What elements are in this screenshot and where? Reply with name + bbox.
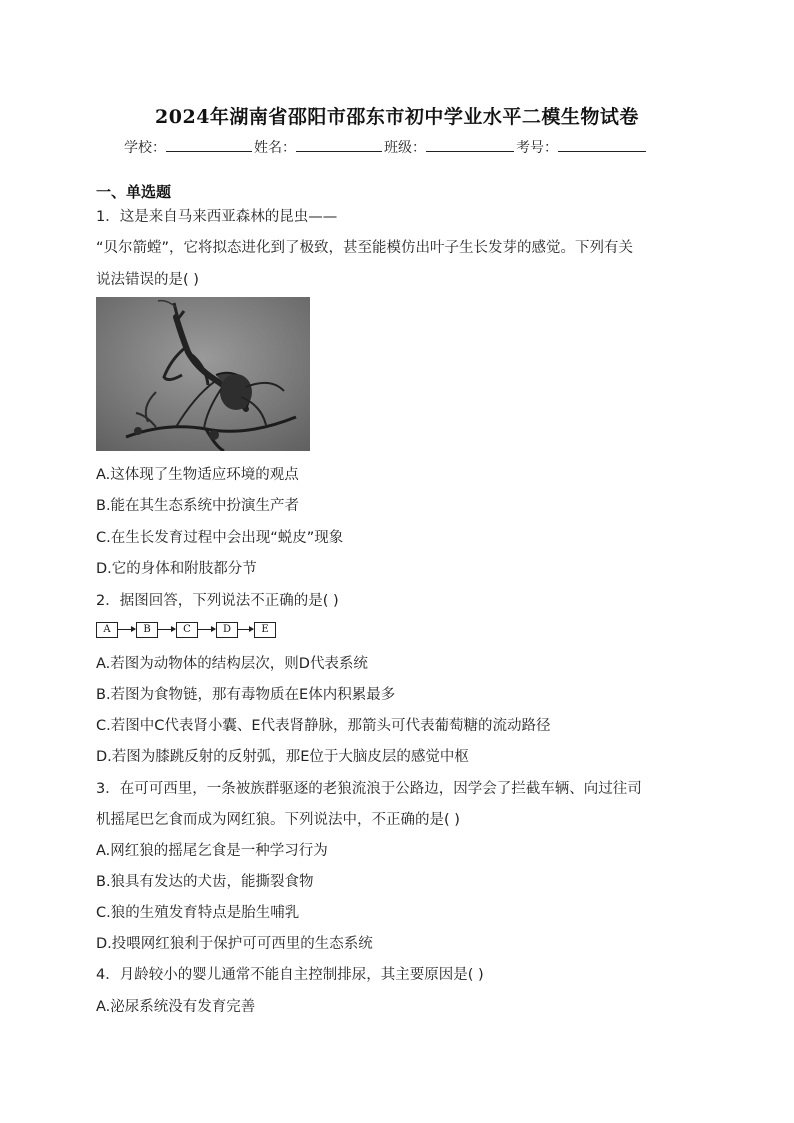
- question-2-option-c: C.若图中C代表肾小囊、E代表肾静脉，那箭头可代表葡萄糖的流动路径: [96, 718, 551, 734]
- section-heading: 一、单选题: [96, 183, 172, 201]
- exam-title: 2024年湖南省邵阳市邵东市初中学业水平二模生物试卷: [155, 106, 639, 128]
- question-2-option-a: A.若图为动物体的结构层次，则D代表系统: [96, 656, 368, 672]
- number-label: 考号：: [516, 140, 558, 156]
- question-4-stem: 4．月龄较小的婴儿通常不能自主控制排尿，其主要原因是( ): [96, 967, 484, 983]
- question-1-option-d: D.它的身体和附肢都分节: [96, 561, 257, 577]
- question-1-stem-line-2: “贝尔箭螳”，它将拟态进化到了极致，甚至能模仿出叶子生长发芽的感觉。下列有关: [96, 240, 634, 256]
- number-blank: [558, 138, 646, 152]
- flow-box-a: A: [96, 622, 118, 638]
- question-3-stem-line-2: 机摇尾巴乞食而成为网红狼。下列说法中，不正确的是( ): [96, 812, 460, 828]
- question-1-stem-line-1: 1．这是来自马来西亚森林的昆虫——: [96, 209, 338, 225]
- school-blank: [166, 138, 252, 152]
- question-3-option-b: B.狼具有发达的犬齿，能撕裂食物: [96, 874, 314, 890]
- question-1-option-a: A.这体现了生物适应环境的观点: [96, 467, 299, 483]
- question-1-option-c: C.在生长发育过程中会出现“蜕皮”现象: [96, 530, 344, 546]
- question-1-option-b: B.能在其生态系统中扮演生产者: [96, 498, 300, 514]
- mantis-illustration: [96, 297, 310, 451]
- question-2-option-b: B.若图为食物链，那有毒物质在E体内积累最多: [96, 687, 396, 703]
- question-2-option-d: D.若图为膝跳反射的反射弧，那E位于大脑皮层的感觉中枢: [96, 749, 469, 765]
- flow-box-d: D: [216, 622, 238, 638]
- question-3-option-d: D.投喂网红狼利于保护可可西里的生态系统: [96, 936, 373, 952]
- flow-arrow-1: [118, 629, 135, 630]
- class-label: 班级：: [384, 140, 426, 156]
- flow-arrow-2: [158, 629, 175, 630]
- student-info-line: [124, 137, 684, 157]
- question-3-stem-line-1: 3．在可可西里，一条被族群驱逐的老狼流浪于公路边，因学会了拦截车辆、向过往司: [96, 781, 642, 797]
- name-blank: [296, 138, 382, 152]
- name-label: 姓名：: [254, 140, 296, 156]
- flow-arrow-4: [238, 629, 253, 630]
- question-4-option-a: A.泌尿系统没有发育完善: [96, 999, 256, 1015]
- question-1-stem-line-3: 说法错误的是( ): [96, 272, 199, 288]
- flow-box-b: B: [136, 622, 158, 638]
- question-3-option-c: C.狼的生殖发育特点是胎生哺乳: [96, 905, 300, 921]
- school-label: 学校：: [124, 140, 166, 156]
- mantis-photo: [96, 297, 310, 451]
- flow-box-c: C: [176, 622, 198, 638]
- question-3-option-a: A.网红狼的摇尾乞食是一种学习行为: [96, 843, 328, 859]
- class-blank: [426, 138, 514, 152]
- flow-box-e: E: [254, 622, 276, 638]
- question-2-stem: 2．据图回答，下列说法不正确的是( ): [96, 593, 339, 609]
- flow-arrow-3: [198, 629, 215, 630]
